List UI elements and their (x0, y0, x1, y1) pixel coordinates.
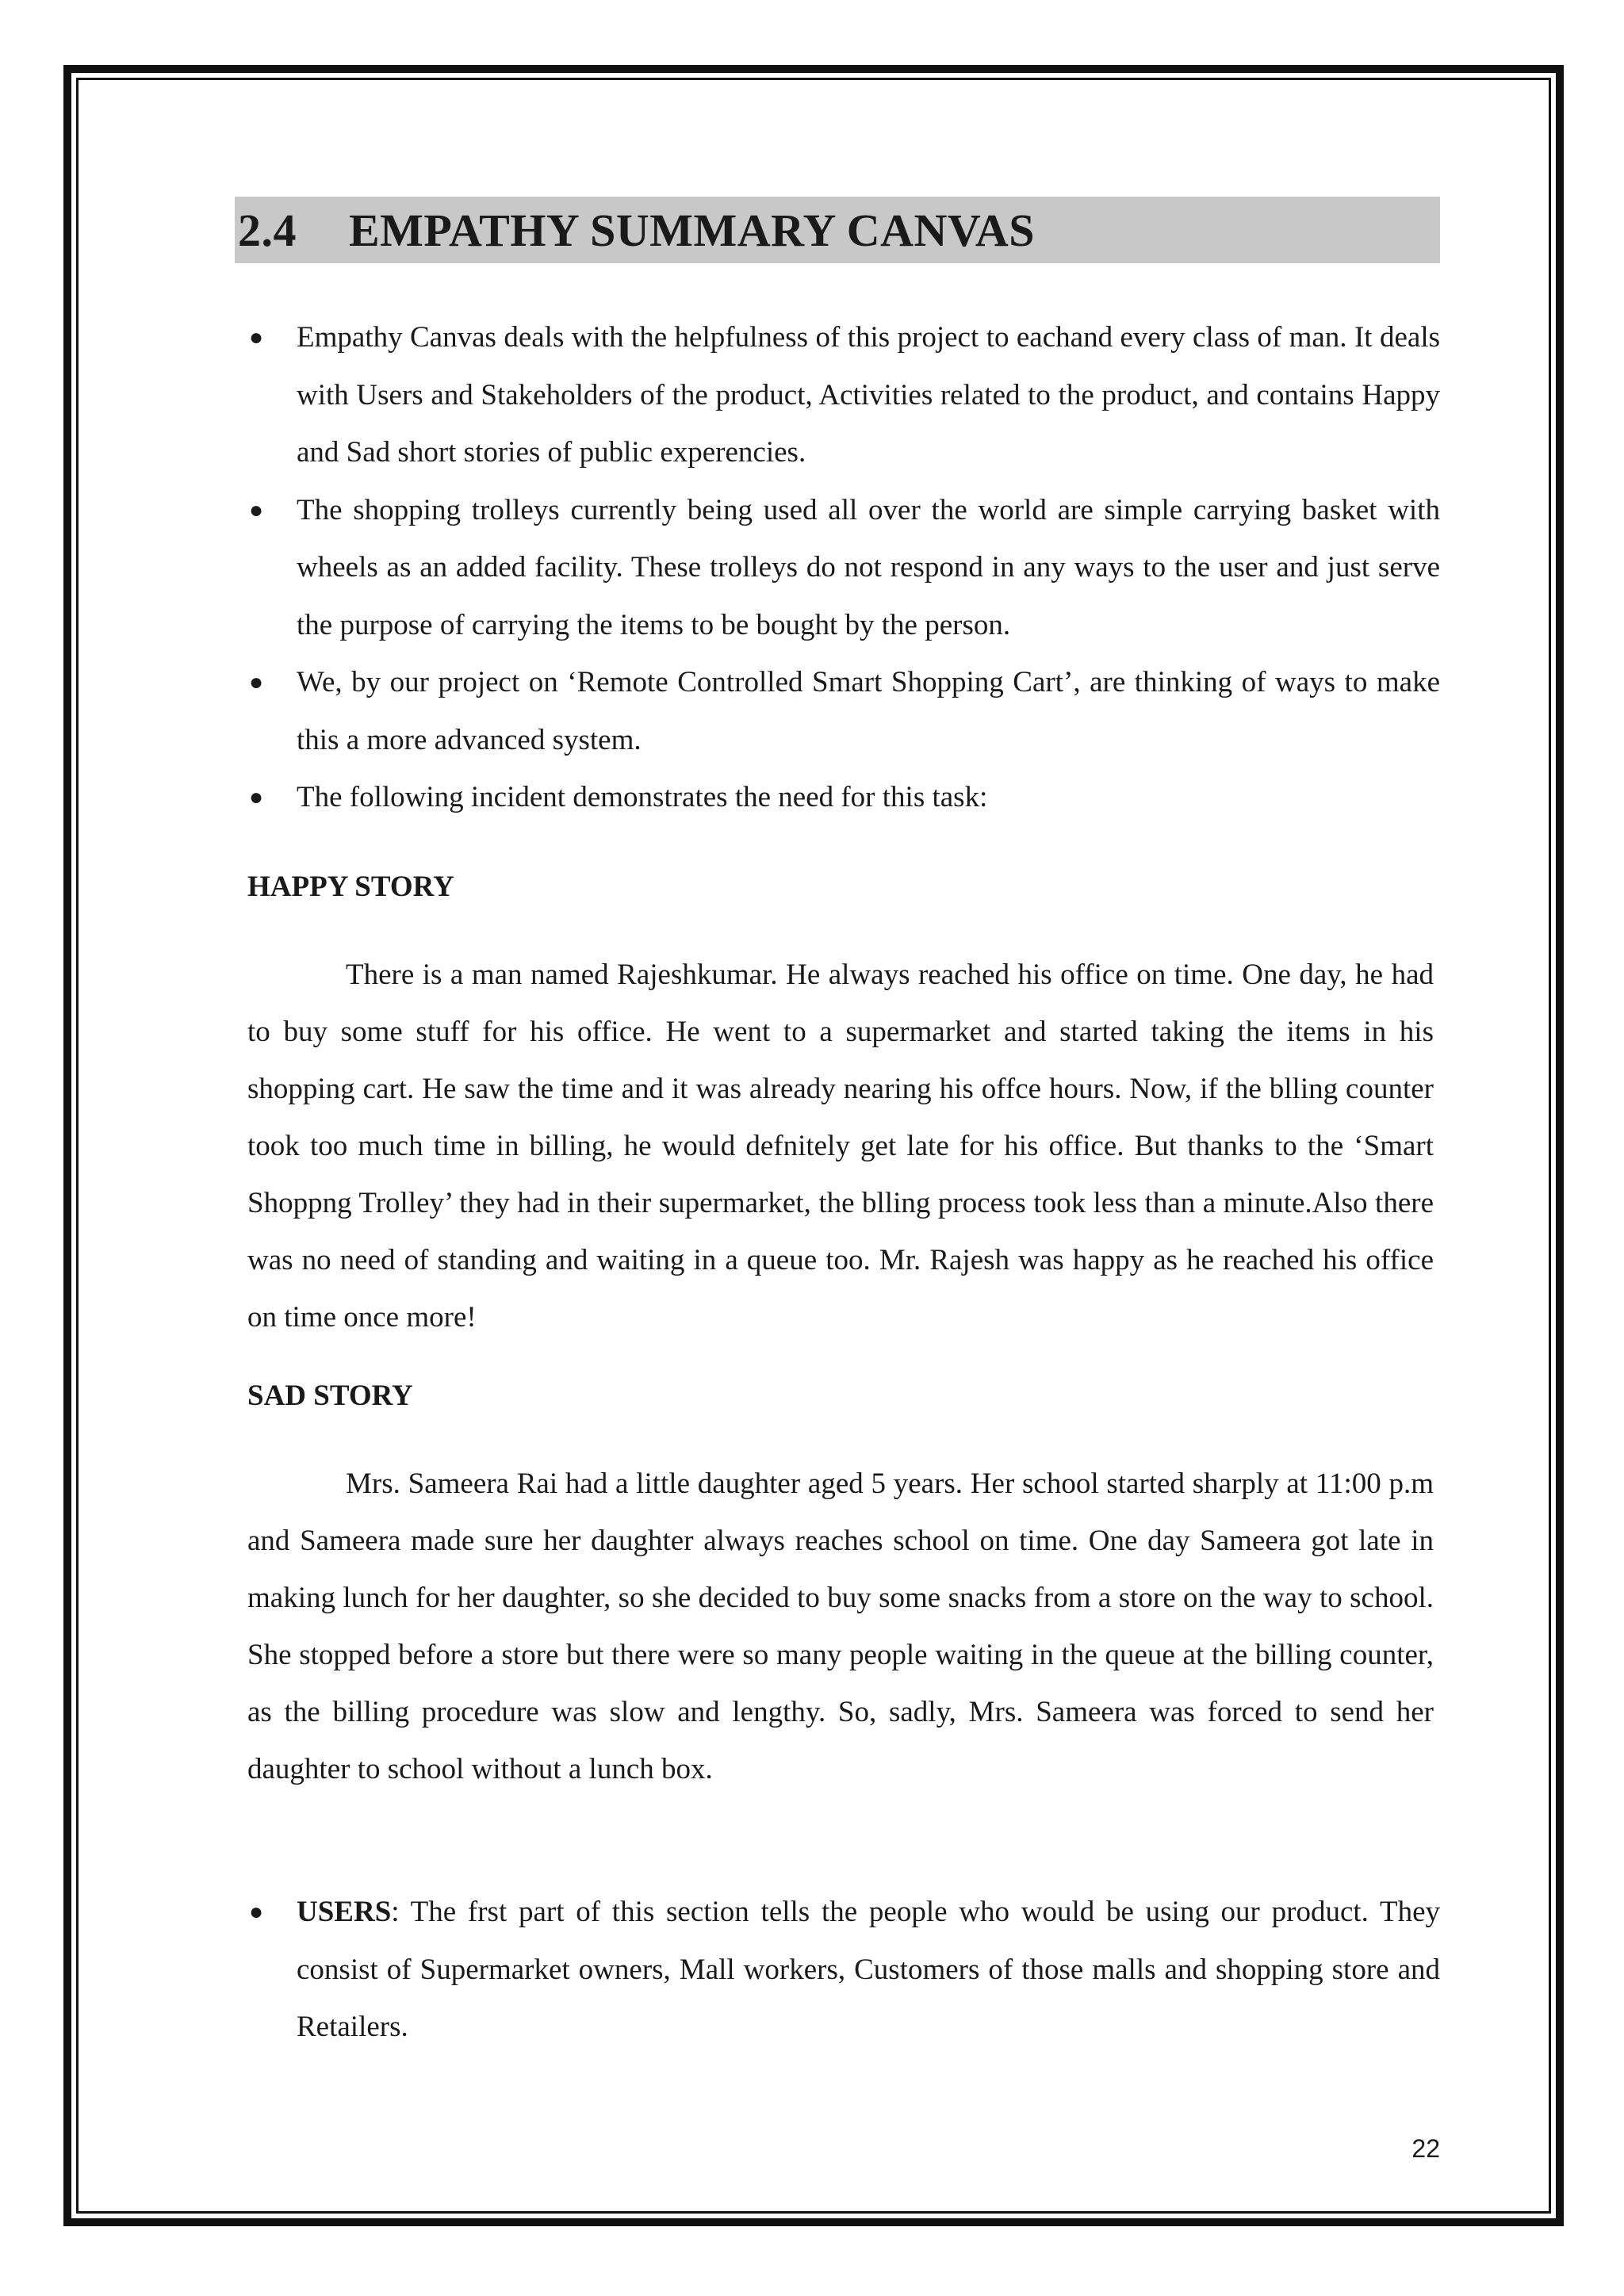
sad-story-title: SAD STORY (247, 1380, 413, 1412)
bullet-text: We, by our project on ‘Remote Controlled Smart Shopping Cart’, are thinking of ways to make this a more advanced system. (297, 666, 1440, 756)
sad-story-body: Mrs. Sameera Rai had a little daughter aged 5 years. Her school started sharply at 11:00 p.m and Sameera made sure her daughter always reaches school on time. One day Sameera got late in making lunch for her daughter, so she decided to buy some snacks from a store on the way to school. She stopped before a store but there were so many people waiting in the queue at the billing counter, as the billing procedure was slow and lengthy. So, sadly, Mrs. Sameera was forced to send her daughter to school without a lunch box. (247, 1468, 1434, 1785)
page-number: 22 (1411, 2134, 1440, 2163)
happy-story-body: There is a man named Rajeshkumar. He always reached his office on time. One day, he had to buy some stuff for his office. He went to a supermarket and started taking the items in his shopping cart. He saw the time and it was already nearing his offce hours. Now, if the blling counter took too much time in billing, he would defnitely get late for his office. But thanks to the ‘Smart Shoppng Trolley’ they had in their supermarket, the blling process took less than a minute.Also there was no need of standing and waiting in a queue too. Mr. Rajesh was happy as he reached his office on time once more! (247, 959, 1434, 1334)
users-bullet-list (235, 1884, 1440, 2057)
bullet-dot-icon: ● (249, 324, 264, 350)
intro-bullet-list (235, 309, 1440, 827)
section-number: 2.4 (238, 204, 297, 256)
section-title: EMPATHY SUMMARY CANVAS (349, 204, 1035, 256)
bullet-item (235, 309, 1440, 482)
bullet-dot-icon: ● (249, 669, 264, 695)
bullet-text: The shopping trolleys currently being used all over the world are simple carrying basket with wheels as an added facility. These trolleys do not respond in any ways to the user and just serve the purpose of carrying the items to be bought by the person. (297, 493, 1440, 641)
users-text: : The frst part of this section tells the people who would be using our product. They consist of Supermarket owners, Mall workers, Customers of those malls and shopping store and Retailers. (297, 1896, 1440, 2043)
bullet-item (235, 1884, 1440, 2057)
users-label: USERS (297, 1896, 392, 1928)
bullet-dot-icon: ● (249, 1899, 264, 1925)
happy-story-title: HAPPY STORY (247, 871, 454, 903)
section-heading (235, 197, 1440, 263)
bullet-item (235, 769, 1440, 827)
bullet-dot-icon: ● (249, 784, 264, 810)
bullet-text: The following incident demonstrates the need for this task: (297, 781, 988, 813)
bullet-dot-icon: ● (249, 496, 264, 523)
bullet-item (235, 654, 1440, 769)
bullet-item (235, 482, 1440, 655)
bullet-text: Empathy Canvas deals with the helpfulness of this project to eachand every class of man. It deals with Users and Stakeholders of the product, Activities related to the product, and contains Happy and Sad short stories of public experencies. (297, 321, 1440, 469)
